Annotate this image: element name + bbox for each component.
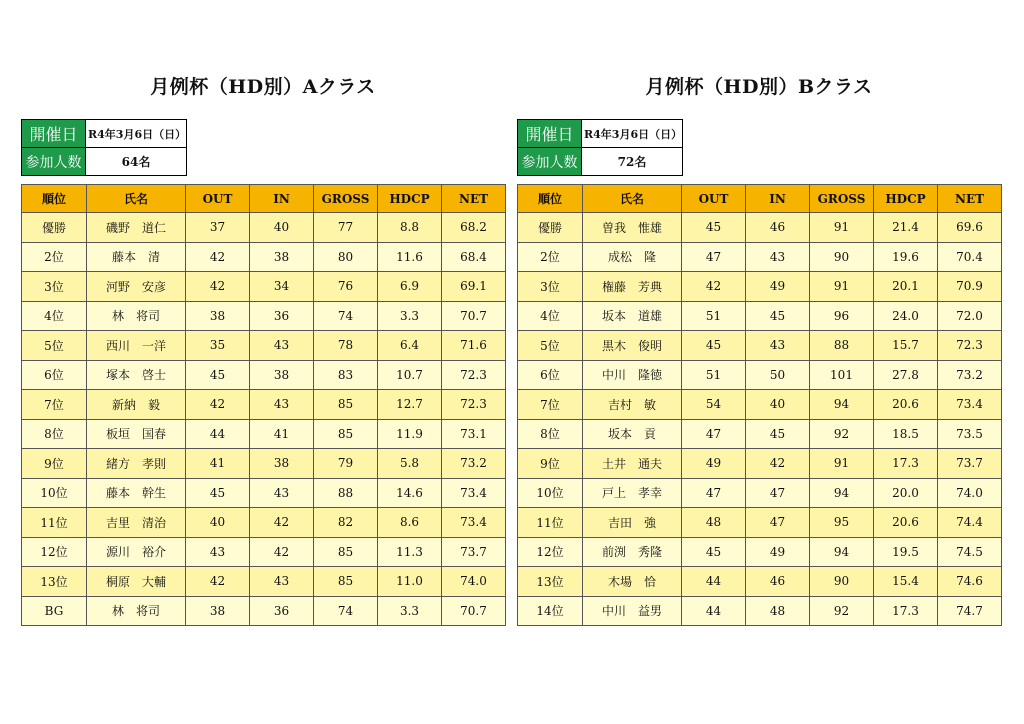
a-class-cell-net: 70.7	[442, 301, 506, 331]
a-class-cell-in: 43	[250, 331, 314, 361]
b-class-cell-net: 72.3	[938, 331, 1002, 361]
table-row	[518, 272, 1002, 302]
a-class-cell-net: 72.3	[442, 390, 506, 420]
b-class-participants-label: 参加人数	[518, 148, 582, 176]
a-class-cell-name: 河野 安彦	[87, 272, 186, 302]
table-row	[518, 301, 1002, 331]
a-class-cell-name: 吉里 清治	[87, 508, 186, 538]
a-class-cell-gross: 80	[314, 242, 378, 272]
a-class-title: 月例杯（HD別）Aクラス	[150, 76, 376, 98]
b-class-cell-in: 42	[746, 449, 810, 479]
b-class-cell-rank: 7位	[518, 390, 583, 420]
b-class-cell-gross: 90	[810, 567, 874, 597]
a-class-cell-gross: 85	[314, 537, 378, 567]
b-class-cell-in: 49	[746, 537, 810, 567]
a-class-cell-hdcp: 3.3	[378, 301, 442, 331]
a-class-cell-rank: 10位	[22, 478, 87, 508]
b-class-cell-name: 吉田 強	[583, 508, 682, 538]
a-class-cell-gross: 76	[314, 272, 378, 302]
a-class-cell-hdcp: 6.4	[378, 331, 442, 361]
a-class-cell-in: 38	[250, 242, 314, 272]
b-class-cell-rank: 3位	[518, 272, 583, 302]
b-class-info-table	[517, 119, 683, 176]
a-class-cell-out: 38	[186, 596, 250, 626]
b-class-date-label: 開催日	[518, 120, 582, 148]
table-row	[22, 537, 506, 567]
b-class-cell-rank: 優勝	[518, 213, 583, 243]
a-class-cell-out: 41	[186, 449, 250, 479]
b-class-cell-out: 44	[682, 596, 746, 626]
b-class-cell-rank: 9位	[518, 449, 583, 479]
b-class-cell-gross: 90	[810, 242, 874, 272]
b-class-cell-out: 45	[682, 331, 746, 361]
b-class-cell-gross: 92	[810, 419, 874, 449]
b-class-cell-rank: 14位	[518, 596, 583, 626]
table-row	[22, 390, 506, 420]
table-row	[518, 213, 1002, 243]
b-class-header-gross: GROSS	[810, 185, 874, 213]
a-class-cell-in: 43	[250, 390, 314, 420]
a-class-cell-rank: 6位	[22, 360, 87, 390]
b-class-cell-in: 45	[746, 419, 810, 449]
a-class-header-gross: GROSS	[314, 185, 378, 213]
a-class-cell-in: 41	[250, 419, 314, 449]
a-class-cell-rank: 8位	[22, 419, 87, 449]
b-class-cell-out: 51	[682, 360, 746, 390]
a-class-cell-gross: 85	[314, 567, 378, 597]
b-class-cell-rank: 6位	[518, 360, 583, 390]
b-class-header-row	[518, 185, 1002, 213]
a-class-cell-in: 42	[250, 508, 314, 538]
b-class-header-rank: 順位	[518, 185, 583, 213]
a-class-cell-hdcp: 11.6	[378, 242, 442, 272]
table-row	[518, 360, 1002, 390]
a-class-header-rank: 順位	[22, 185, 87, 213]
b-class-cell-net: 69.6	[938, 213, 1002, 243]
b-class-cell-name: 吉村 敏	[583, 390, 682, 420]
b-class-cell-gross: 94	[810, 390, 874, 420]
b-class-cell-name: 木場 恰	[583, 567, 682, 597]
a-class-cell-name: 藤本 幹生	[87, 478, 186, 508]
table-row	[518, 419, 1002, 449]
b-class-cell-rank: 12位	[518, 537, 583, 567]
a-class-cell-name: 桐原 大輔	[87, 567, 186, 597]
a-class-cell-name: 林 将司	[87, 596, 186, 626]
a-class-cell-out: 38	[186, 301, 250, 331]
a-class-cell-in: 40	[250, 213, 314, 243]
b-class-cell-hdcp: 18.5	[874, 419, 938, 449]
a-class-header-out: OUT	[186, 185, 250, 213]
b-class-cell-gross: 91	[810, 449, 874, 479]
b-class-cell-rank: 11位	[518, 508, 583, 538]
a-class-cell-out: 42	[186, 390, 250, 420]
a-class-results-table	[21, 184, 506, 626]
b-class-cell-out: 45	[682, 537, 746, 567]
b-class-cell-net: 70.4	[938, 242, 1002, 272]
b-class-cell-name: 坂本 道雄	[583, 301, 682, 331]
table-row	[518, 567, 1002, 597]
b-class-cell-hdcp: 19.6	[874, 242, 938, 272]
a-class-cell-rank: 3位	[22, 272, 87, 302]
a-class-cell-gross: 77	[314, 213, 378, 243]
a-class-cell-name: 緒方 孝則	[87, 449, 186, 479]
b-class-cell-rank: 4位	[518, 301, 583, 331]
a-class-cell-net: 73.7	[442, 537, 506, 567]
a-class-cell-rank: 4位	[22, 301, 87, 331]
table-row	[22, 449, 506, 479]
b-class-cell-gross: 94	[810, 478, 874, 508]
a-class-cell-rank: BG	[22, 596, 87, 626]
a-class-cell-out: 44	[186, 419, 250, 449]
a-class-cell-in: 38	[250, 449, 314, 479]
table-row	[22, 360, 506, 390]
b-class-cell-rank: 13位	[518, 567, 583, 597]
b-class-cell-rank: 5位	[518, 331, 583, 361]
b-class-cell-hdcp: 17.3	[874, 449, 938, 479]
a-class-cell-out: 42	[186, 567, 250, 597]
b-class-cell-gross: 92	[810, 596, 874, 626]
a-class-cell-out: 35	[186, 331, 250, 361]
b-class-cell-hdcp: 19.5	[874, 537, 938, 567]
b-class-cell-net: 73.5	[938, 419, 1002, 449]
b-class-cell-name: 権藤 芳典	[583, 272, 682, 302]
a-class-participants-label: 参加人数	[22, 148, 86, 176]
table-row	[22, 478, 506, 508]
b-class-cell-in: 47	[746, 508, 810, 538]
b-class-cell-gross: 91	[810, 213, 874, 243]
b-class-cell-net: 74.5	[938, 537, 1002, 567]
a-class-cell-hdcp: 11.3	[378, 537, 442, 567]
b-class-cell-net: 74.4	[938, 508, 1002, 538]
b-class-cell-in: 47	[746, 478, 810, 508]
a-class-cell-out: 43	[186, 537, 250, 567]
table-row	[518, 478, 1002, 508]
a-class-cell-hdcp: 11.0	[378, 567, 442, 597]
a-class-cell-hdcp: 8.6	[378, 508, 442, 538]
b-class-cell-hdcp: 20.6	[874, 390, 938, 420]
b-class-panel	[517, 70, 1001, 626]
b-class-cell-in: 49	[746, 272, 810, 302]
a-class-cell-gross: 74	[314, 596, 378, 626]
a-class-cell-out: 45	[186, 360, 250, 390]
a-class-header-in: IN	[250, 185, 314, 213]
a-class-cell-in: 34	[250, 272, 314, 302]
a-class-cell-name: 源川 裕介	[87, 537, 186, 567]
a-class-cell-rank: 7位	[22, 390, 87, 420]
a-class-cell-net: 74.0	[442, 567, 506, 597]
b-class-cell-net: 72.0	[938, 301, 1002, 331]
a-class-cell-rank: 13位	[22, 567, 87, 597]
a-class-cell-out: 40	[186, 508, 250, 538]
b-class-cell-hdcp: 24.0	[874, 301, 938, 331]
a-class-header-hdcp: HDCP	[378, 185, 442, 213]
a-class-cell-rank: 優勝	[22, 213, 87, 243]
b-class-cell-hdcp: 27.8	[874, 360, 938, 390]
b-class-cell-out: 47	[682, 478, 746, 508]
table-row	[22, 272, 506, 302]
b-class-cell-net: 74.6	[938, 567, 1002, 597]
b-class-cell-out: 49	[682, 449, 746, 479]
a-class-header-name: 氏名	[87, 185, 186, 213]
table-row	[518, 242, 1002, 272]
b-class-cell-gross: 101	[810, 360, 874, 390]
b-class-header-in: IN	[746, 185, 810, 213]
a-class-info-table	[21, 119, 187, 176]
b-class-cell-gross: 88	[810, 331, 874, 361]
b-class-cell-in: 46	[746, 213, 810, 243]
table-row	[518, 537, 1002, 567]
b-class-cell-net: 73.7	[938, 449, 1002, 479]
a-class-cell-rank: 11位	[22, 508, 87, 538]
a-class-date-value: R4年3月6日（日）	[86, 120, 187, 148]
a-class-cell-in: 36	[250, 596, 314, 626]
b-class-title: 月例杯（HD別）Bクラス	[645, 76, 873, 98]
table-row	[22, 419, 506, 449]
b-class-cell-net: 73.2	[938, 360, 1002, 390]
b-class-cell-gross: 91	[810, 272, 874, 302]
table-row	[518, 449, 1002, 479]
a-class-cell-hdcp: 3.3	[378, 596, 442, 626]
b-class-cell-gross: 95	[810, 508, 874, 538]
a-class-cell-rank: 9位	[22, 449, 87, 479]
a-class-cell-in: 43	[250, 567, 314, 597]
a-class-cell-hdcp: 14.6	[378, 478, 442, 508]
a-class-cell-name: 塚本 啓士	[87, 360, 186, 390]
a-class-cell-net: 72.3	[442, 360, 506, 390]
a-class-cell-net: 69.1	[442, 272, 506, 302]
a-class-cell-in: 38	[250, 360, 314, 390]
b-class-cell-hdcp: 15.4	[874, 567, 938, 597]
a-class-cell-name: 板垣 国春	[87, 419, 186, 449]
b-class-cell-net: 70.9	[938, 272, 1002, 302]
b-class-results-table	[517, 184, 1002, 626]
table-row	[22, 508, 506, 538]
a-class-cell-name: 西川 一洋	[87, 331, 186, 361]
a-class-cell-gross: 78	[314, 331, 378, 361]
b-class-cell-net: 74.0	[938, 478, 1002, 508]
a-class-panel	[21, 70, 505, 626]
b-class-cell-in: 46	[746, 567, 810, 597]
b-class-cell-name: 戸上 孝幸	[583, 478, 682, 508]
b-class-cell-out: 54	[682, 390, 746, 420]
b-class-cell-out: 45	[682, 213, 746, 243]
b-class-cell-name: 中川 益男	[583, 596, 682, 626]
b-class-cell-name: 坂本 貢	[583, 419, 682, 449]
b-class-header-name: 氏名	[583, 185, 682, 213]
a-class-header-net: NET	[442, 185, 506, 213]
a-class-cell-rank: 2位	[22, 242, 87, 272]
b-class-cell-out: 47	[682, 242, 746, 272]
b-class-cell-gross: 94	[810, 537, 874, 567]
table-row	[518, 390, 1002, 420]
a-class-cell-hdcp: 8.8	[378, 213, 442, 243]
b-class-cell-out: 44	[682, 567, 746, 597]
b-class-cell-rank: 2位	[518, 242, 583, 272]
a-class-cell-out: 45	[186, 478, 250, 508]
a-class-cell-name: 林 将司	[87, 301, 186, 331]
b-class-header-out: OUT	[682, 185, 746, 213]
table-row	[518, 596, 1002, 626]
b-class-cell-net: 73.4	[938, 390, 1002, 420]
a-class-cell-gross: 74	[314, 301, 378, 331]
a-class-cell-name: 磯野 道仁	[87, 213, 186, 243]
b-class-cell-in: 43	[746, 331, 810, 361]
a-class-cell-net: 68.4	[442, 242, 506, 272]
b-class-cell-in: 48	[746, 596, 810, 626]
a-class-cell-gross: 85	[314, 390, 378, 420]
a-class-cell-net: 71.6	[442, 331, 506, 361]
a-class-cell-net: 73.1	[442, 419, 506, 449]
a-class-cell-in: 42	[250, 537, 314, 567]
b-class-cell-gross: 96	[810, 301, 874, 331]
a-class-participants-value: 64名	[86, 148, 187, 176]
b-class-cell-name: 土井 通夫	[583, 449, 682, 479]
a-class-cell-gross: 85	[314, 419, 378, 449]
b-class-cell-name: 中川 隆徳	[583, 360, 682, 390]
a-class-cell-rank: 5位	[22, 331, 87, 361]
b-class-header-net: NET	[938, 185, 1002, 213]
b-class-header-hdcp: HDCP	[874, 185, 938, 213]
a-class-cell-out: 42	[186, 242, 250, 272]
a-class-cell-net: 73.4	[442, 478, 506, 508]
b-class-cell-hdcp: 21.4	[874, 213, 938, 243]
b-class-cell-name: 黒木 俊明	[583, 331, 682, 361]
a-class-cell-out: 42	[186, 272, 250, 302]
a-class-cell-net: 70.7	[442, 596, 506, 626]
table-row	[518, 331, 1002, 361]
b-class-cell-out: 51	[682, 301, 746, 331]
a-class-cell-name: 新納 毅	[87, 390, 186, 420]
b-class-cell-out: 48	[682, 508, 746, 538]
a-class-cell-hdcp: 10.7	[378, 360, 442, 390]
a-class-cell-hdcp: 12.7	[378, 390, 442, 420]
b-class-cell-name: 成松 隆	[583, 242, 682, 272]
b-class-cell-in: 50	[746, 360, 810, 390]
a-class-cell-gross: 79	[314, 449, 378, 479]
table-row	[518, 508, 1002, 538]
b-class-cell-rank: 10位	[518, 478, 583, 508]
table-row	[22, 567, 506, 597]
a-class-date-label: 開催日	[22, 120, 86, 148]
a-class-cell-in: 43	[250, 478, 314, 508]
table-row	[22, 213, 506, 243]
table-row	[22, 331, 506, 361]
a-class-cell-hdcp: 6.9	[378, 272, 442, 302]
table-row	[22, 596, 506, 626]
a-class-cell-out: 37	[186, 213, 250, 243]
b-class-cell-out: 42	[682, 272, 746, 302]
a-class-cell-net: 73.4	[442, 508, 506, 538]
b-class-cell-hdcp: 20.0	[874, 478, 938, 508]
a-class-cell-gross: 83	[314, 360, 378, 390]
a-class-cell-gross: 82	[314, 508, 378, 538]
b-class-cell-hdcp: 20.6	[874, 508, 938, 538]
b-class-cell-rank: 8位	[518, 419, 583, 449]
a-class-header-row	[22, 185, 506, 213]
b-class-cell-in: 40	[746, 390, 810, 420]
a-class-cell-name: 藤本 清	[87, 242, 186, 272]
b-class-cell-name: 曽我 惟雄	[583, 213, 682, 243]
a-class-cell-rank: 12位	[22, 537, 87, 567]
b-class-cell-hdcp: 17.3	[874, 596, 938, 626]
b-class-cell-out: 47	[682, 419, 746, 449]
b-class-cell-in: 45	[746, 301, 810, 331]
a-class-cell-net: 73.2	[442, 449, 506, 479]
b-class-cell-name: 前渕 秀隆	[583, 537, 682, 567]
a-class-cell-net: 68.2	[442, 213, 506, 243]
a-class-cell-in: 36	[250, 301, 314, 331]
b-class-cell-in: 43	[746, 242, 810, 272]
b-class-date-value: R4年3月6日（日）	[582, 120, 683, 148]
a-class-cell-hdcp: 11.9	[378, 419, 442, 449]
table-row	[22, 301, 506, 331]
b-class-cell-hdcp: 20.1	[874, 272, 938, 302]
a-class-cell-hdcp: 5.8	[378, 449, 442, 479]
b-class-cell-net: 74.7	[938, 596, 1002, 626]
a-class-cell-gross: 88	[314, 478, 378, 508]
table-row	[22, 242, 506, 272]
b-class-cell-hdcp: 15.7	[874, 331, 938, 361]
b-class-participants-value: 72名	[582, 148, 683, 176]
